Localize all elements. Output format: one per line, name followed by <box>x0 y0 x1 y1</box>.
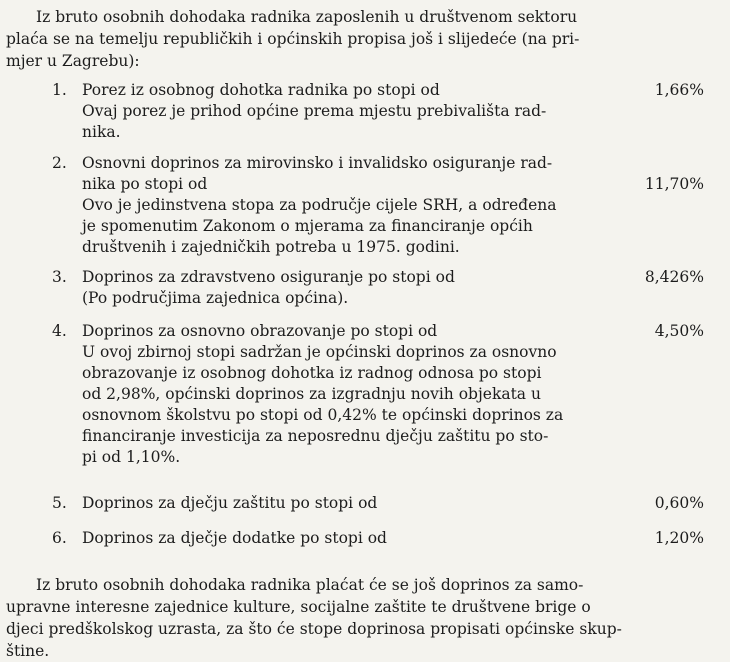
item-body <box>82 528 642 549</box>
item-body <box>82 80 642 143</box>
item-text: Doprinos za zdravstveno osiguranje po stopi od <box>82 268 455 286</box>
item-note: osnovnom školstvu po stopi od 0,42% te općinski doprinos za <box>82 406 564 424</box>
item-text: Doprinos za dječje dodatke po stopi od <box>82 529 387 547</box>
item-note: U ovoj zbirnoj stopi sadržan je općinski doprinos za osnovno <box>82 343 557 361</box>
item-rate: 0,60% <box>654 494 704 512</box>
item-rate: 1,20% <box>654 529 704 547</box>
item-rate: 4,50% <box>654 322 704 340</box>
item-text: nika po stopi od <box>82 175 208 193</box>
item-note: od 2,98%, općinski doprinos za izgradnju novih objekata u <box>82 385 541 403</box>
item-rate: 1,66% <box>654 81 704 99</box>
item-body <box>82 153 642 258</box>
item-text: Porez iz osobnog dohotka radnika po stopi od <box>82 81 440 99</box>
item-note: obrazovanje iz osobnog dohotka iz radnog odnosa po stopi <box>82 364 542 382</box>
intro-line: mjer u Zagrebu): <box>6 52 140 70</box>
item-body <box>82 493 642 514</box>
item-text: Osnovni doprinos za mirovinsko i invalidsko osiguranje rad- <box>82 154 553 172</box>
closing-line: djeci predškolskog uzrasta, za što će stope doprinosa propisati općinske skup- <box>6 620 622 638</box>
item-text: Doprinos za dječju zaštitu po stopi od <box>82 494 378 512</box>
item-note: (Po područjima zajednica općina). <box>82 289 349 307</box>
item-text: Doprinos za osnovno obrazovanje po stopi od <box>82 322 438 340</box>
item-note: je spomenutim Zakonom o mjerama za financiranje općih <box>82 217 533 235</box>
item-body <box>82 267 642 309</box>
closing-line: Iz bruto osobnih dohodaka radnika plaćat će se još doprinos za samo- <box>36 576 584 594</box>
closing-line: štine. <box>6 642 50 660</box>
intro-line: plaća se na temelju republičkih i općinskih propisa još i slijedeće (na pri- <box>6 30 580 48</box>
closing-line: upravne interesne zajednice kulture, socijalne zaštite te društvene brige o <box>6 598 591 616</box>
item-number: 5. <box>52 494 67 512</box>
item-number: 4. <box>52 322 67 340</box>
intro-paragraph <box>6 6 714 72</box>
item-rate: 8,426% <box>644 268 704 286</box>
item-number: 6. <box>52 529 67 547</box>
item-number: 1. <box>52 81 67 99</box>
item-note: Ovaj porez je prihod općine prema mjestu prebivališta rad- <box>82 102 547 120</box>
item-note: društvenih i zajedničkih potreba u 1975. godini. <box>82 238 460 256</box>
item-rate: 11,70% <box>644 175 704 193</box>
closing-paragraph <box>6 574 714 662</box>
intro-line: Iz bruto osobnih dohodaka radnika zaposlenih u društvenom sektoru <box>36 8 578 26</box>
item-note: pi od 1,10%. <box>82 448 181 466</box>
item-note: financiranje investicija za neposrednu dječju zaštitu po sto- <box>82 427 549 445</box>
item-note: nika. <box>82 123 121 141</box>
item-note: Ovo je jedinstvena stopa za područje cijele SRH, a određena <box>82 196 557 214</box>
item-number: 3. <box>52 268 67 286</box>
item-number: 2. <box>52 154 67 172</box>
item-body <box>82 321 642 468</box>
